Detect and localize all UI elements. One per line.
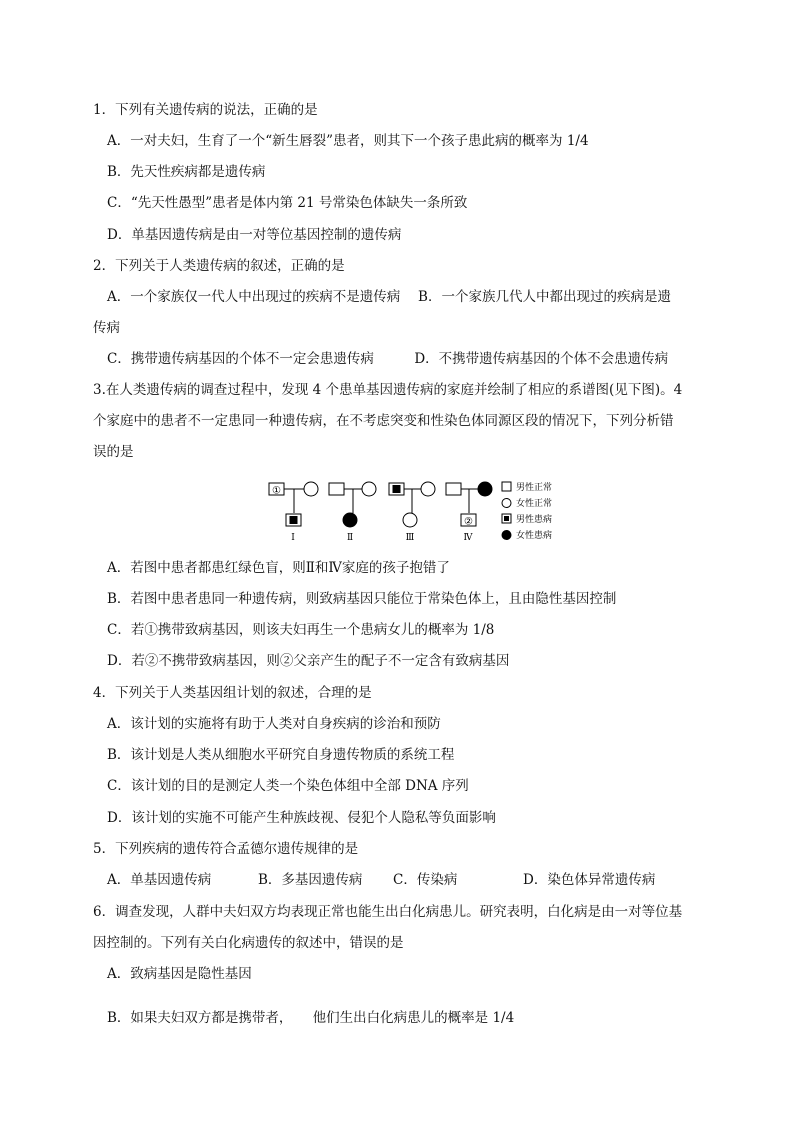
question-1-option-a: A．一对夫妇，生育了一个“新生唇裂”患者，则其下一个孩子患此病的概率为 1/4: [107, 133, 589, 149]
question-5-stem: 5．下列疾病的遗传符合孟德尔遗传规律的是: [93, 841, 359, 857]
pedigree-marker-2: ②: [464, 516, 473, 528]
legend-female-normal: 女性正常: [516, 499, 553, 509]
pedigree-label-family-3: Ⅲ: [405, 533, 415, 543]
question-2-options-ab-continued: 传病: [93, 320, 120, 336]
pedigree-label-family-1: Ⅰ: [291, 533, 295, 543]
question-4-option-d: D．该计划的实施不可能产生种族歧视、侵犯个人隐私等负面影响: [107, 810, 496, 826]
legend-male-normal: 男性正常: [516, 483, 553, 493]
question-4-option-c: C．该计划的目的是测定人类一个染色体组中全部 DNA 序列: [107, 778, 469, 794]
question-3-option-a: A．若图中患者都患红绿色盲，则Ⅱ和Ⅳ家庭的孩子抱错了: [107, 560, 450, 576]
question-3-stem-line-3: 误的是: [93, 444, 134, 460]
question-3-stem-line-2: 个家庭中的患者不一定患同一种遗传病，在不考虑突变和性染色体同源区段的情况下，下列分析错: [93, 413, 674, 429]
question-4-option-a: A．该计划的实施将有助于人类对自身疾病的诊治和预防: [107, 716, 441, 732]
legend-male-affected: 男性患病: [516, 515, 553, 525]
question-6-option-a: A．致病基因是隐性基因: [107, 966, 252, 982]
question-5-option-a: A．单基因遗传病: [107, 872, 212, 888]
legend-female-affected: 女性患病: [516, 531, 553, 541]
pedigree-diagram: [266, 478, 566, 548]
question-6-stem-line-2: 因控制的。下列有关白化病遗传的叙述中，错误的是: [93, 935, 404, 951]
pedigree-label-family-2: Ⅱ: [346, 533, 354, 543]
question-3-option-b: B．若图中患者患同一种遗传病，则致病基因只能位于常染色体上，且由隐性基因控制: [107, 591, 617, 607]
question-5-option-b: B．多基因遗传病: [258, 872, 363, 888]
question-1-option-b: B．先天性疾病都是遗传病: [107, 164, 266, 180]
question-1-stem: 1．下列有关遗传病的说法，正确的是: [93, 102, 318, 118]
question-6-option-b: B．如果夫妇双方都是携带者， 他们生出白化病患儿的概率是 1/4: [107, 1010, 515, 1026]
question-6-stem-line-1: 6．调查发现，人群中夫妇双方均表现正常也能生出白化病患儿。研究表明，白化病是由一对等位基: [93, 904, 683, 920]
question-1-option-d: D．单基因遗传病是由一对等位基因控制的遗传病: [107, 227, 402, 243]
question-5-option-d: D．染色体异常遗传病: [523, 872, 656, 888]
question-3-stem-line-1: 3.在人类遗传病的调查过程中，发现 4 个患单基因遗传病的家庭并绘制了相应的系谱图(见下图)。4: [93, 382, 683, 398]
question-2-options-cd: C．携带遗传病基因的个体不一定会患遗传病 D．不携带遗传病基因的个体不会患遗传病: [107, 351, 669, 367]
question-3-option-c: C．若①携带致病基因，则该夫妇再生一个患病女儿的概率为 1/8: [107, 622, 495, 638]
question-5-option-c: C．传染病: [393, 872, 458, 888]
question-4-stem: 4．下列关于人类基因组计划的叙述，合理的是: [93, 685, 372, 701]
pedigree-label-family-4: Ⅳ: [463, 533, 473, 543]
pedigree-marker-1: ①: [272, 485, 281, 497]
question-4-option-b: B．该计划是人类从细胞水平研究自身遗传物质的系统工程: [107, 747, 455, 763]
question-2-options-ab: A．一个家族仅一代人中出现过的疾病不是遗传病 B．一个家族几代人中都出现过的疾病是遗: [107, 289, 671, 305]
question-1-option-c: C．“先天性愚型”患者是体内第 21 号常染色体缺失一条所致: [107, 195, 468, 211]
question-3-option-d: D．若②不携带致病基因，则②父亲产生的配子不一定含有致病基因: [107, 653, 510, 669]
question-2-stem: 2．下列关于人类遗传病的叙述，正确的是: [93, 258, 345, 274]
